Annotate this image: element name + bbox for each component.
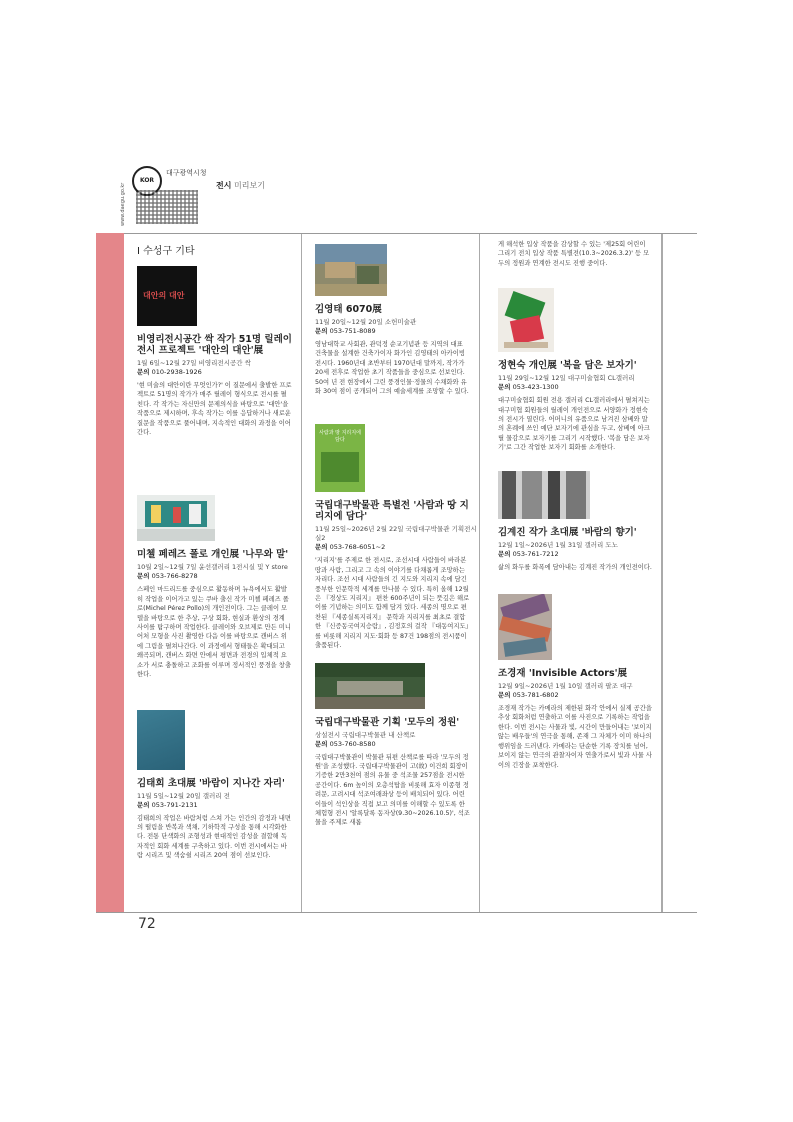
exhibition-dates: 10월 2일~12월 7일 윤선갤러리 1전시실 및 Y store (137, 563, 288, 572)
city-logo: KOR (132, 166, 162, 196)
contact-line (498, 691, 661, 700)
exhibition-title: 김태희 초대展 '바람이 지나간 자리' (137, 777, 285, 789)
contact-phone: 010-2938-1926 (151, 368, 202, 376)
contact-label: 문의 (498, 549, 511, 558)
exhibition-poster (315, 424, 365, 492)
contact-phone: 053-768-6051~2 (329, 543, 386, 552)
artwork-thumbnail-7 (498, 471, 590, 519)
contact-line (315, 327, 479, 336)
contact-line (498, 383, 661, 392)
contact-phone: 053-751-8089 (329, 327, 376, 335)
exhibition-description: 삶의 화두를 화폭에 담아내는 김계진 작가의 개인전이다. (498, 563, 652, 571)
section-heading-bold: 전시 (216, 181, 232, 190)
exhibition-title: 정현숙 개인展 '복을 담은 보자기' (498, 360, 637, 372)
column-2 (302, 234, 480, 912)
artwork-thumbnail-4 (315, 244, 387, 296)
exhibition-description: '지리지'를 주제로 한 전시로, 조선시대 사람들이 바라본 땅과 사람, 그리고 그 속의 이야기를 다채롭게 조망하는 자리다. 조선 시대 사람들의 긴 지도와 지리지 속에 담긴 풍부한 인문학적 세계를 만나볼 수 있다. 특히 올해 12월은 『경상도 지리지』 편찬 600주년이 되는 뜻깊은 해로 이를 기념하는 의미도 함께 담겨 있다. 세종의 명으로 편찬된 『세종실록지리지』 문학과 지리지를 최초로 결합한 『신증동국여지승람』, 김정호의 걸작 『대동여지도』를 비롯해 지리지 지도·회화 등 87건 198점의 전시품이 출품된다. (315, 557, 470, 650)
contact-line (137, 572, 301, 581)
exhibition-dates: 11월 29일~12월 12일 대구미술협회 CL갤러리 (498, 374, 635, 383)
contact-label: 문의 (315, 543, 328, 552)
exhibition-title: 김영태 6070展 (315, 304, 382, 315)
exhibition-dates: 1월 6일~12월 27일 비영리전시공간 싹 (137, 359, 251, 367)
exhibition-title: 김계진 작가 초대展 '바람의 향기' (498, 526, 637, 538)
exhibition-description: 스페인 마드리드를 중심으로 활동하며 뉴욕에서도 활발히 작업을 이어가고 있는 쿠바 출신 작가 미첼 페레즈 폴로(Michel Pérez Pollo)의 개인전이다. 그는 클레이 모델을 바탕으로 한 추상, 구상 회화, 현실과 환상의 경계 사이를 탐구하며 작업한다. 클레이와 오브제로 만든 미니어처 모형을 사진 촬영한 다음 이를 바탕으로 캔버스 위에 그림을 펼쳐나간다. 이 과정에서 형태들은 확대되고 왜곡되며, 캔버스 화면 안에서 평면과 전경의 입체적 요소가 서로 충돌하고 조화를 이루며 정서적인 풍경을 창출한다. (137, 586, 291, 679)
exhibition-description: 영남대학교 사회관, 관덕정 순교기념관 등 지역의 대표 건축물을 설계한 건축가이자 화가인 김영태의 아카이빙 전시다. 1960년대 초반부터 1970년대 말까지, 작가가 20세 전후로 작업한 초기 작품들을 중심으로 선보인다. 50여 년 전 현장에서 그린 풍경인물·정물의 수채화와 유화 30여 점이 공개되어 그의 예술세계를 조망할 수 있다. (315, 341, 469, 396)
contact-line (315, 740, 479, 749)
column-1 (124, 234, 302, 912)
exhibition-title: 미첼 페레즈 폴로 개인展 '나무와 말' (137, 549, 289, 561)
qr-code-icon (136, 190, 198, 224)
thumbnail-caption: 대안의 대안 (143, 291, 185, 300)
contact-line (137, 368, 301, 377)
contact-line (137, 801, 301, 810)
contact-line (498, 550, 661, 559)
exhibition-description: 국립대구박물관이 박물관 뒤편 산책로를 따라 '모두의 정원'을 조성했다. 국립대구박물관이 고(故) 이건희 회장이 기증한 2만3천여 점의 유물 중 석조물 257점을 전시한 공간이다. 6m 높이의 오층석탑을 비롯해 효자 이종형 정려문, 고려시대 석조여래좌상 등이 배치되어 있다. 어린이들이 석인상을 직접 보고 의미를 이해할 수 있도록 한 체험형 전시 '알록달록 동자상(9.30~2026.10.5)', 석조물을 주제로 새롭 (315, 753, 470, 827)
district-label: I 수성구 기타 (137, 246, 195, 257)
contact-label: 문의 (137, 368, 150, 376)
artwork-thumbnail-3 (137, 710, 185, 770)
exhibition-title: 비영리전시공간 싹 작가 51명 릴레이 전시 프로젝트 '대안의 대안'展 (137, 334, 292, 356)
exhibition-description: 조경재 작가는 카메라의 제한된 화각 안에서 실제 공간을 추상 회화처럼 연출하고 이를 사진으로 기록하는 작업을 한다. 이번 전시는 사물과 빛, 시간이 만들어내는 '보이지 않는 배우들'의 연극을 통해, 존재 그 자체가 이미 하나의 행위임을 드러낸다. 카메라는 단순한 기록 장치를 넘어, 보이지 않는 연극의 관찰자이자 연출가로서 빛과 사물 사이의 긴장을 포착한다. (498, 705, 652, 769)
contact-phone: 053-760-8580 (329, 739, 376, 748)
continued-text: 게 해석한 입상 작품을 감상할 수 있는 '제25회 어린이 그리기 전치 입상 작품 특별전(10.3~2026.3.2)' 등 모두의 정원과 연계한 전시도 진행 중이다. (498, 241, 650, 267)
exhibition-description: 대구미술협회 회원 전용 갤러리 CL갤러리에서 펼쳐지는 대구미협 회원들의 릴레이 개인전으로 서양화가 정현숙의 전시가 열린다. 어머니의 유품으로 남겨진 삼베와 말의 혼례에 쓰인 예단 보자기에 관심을 두고, 삼베에 아크릴 물감으로 보자기를 그리기 시작했다. '복을 담은 보자기'로 그간 작업한 보자기 회화를 소개한다. (498, 397, 650, 452)
exhibition-description: 김태희의 작업은 바람처럼 스쳐 가는 인간의 감정과 내면의 떨림을 반복과 색채, 기하학적 구성을 통해 시각화한다. 전통 단색화의 조형성과 현대적인 감성을 결합해 독자적인 회화 세계를 구축하고 있다. 이번 전시에서는 바람 시리즈 및 색숨쉴 시리즈 20여 점이 선보인다. (137, 814, 291, 860)
contact-label: 문의 (315, 327, 328, 335)
page-header (118, 160, 265, 226)
bottom-rule (96, 912, 697, 913)
exhibition-dates: 12월 9일~2026년 1월 10일 갤러리 팔조 대구 (498, 682, 633, 691)
exhibition-title: 국립대구박물관 특별전 '사람과 땅 지리지에 담다' (315, 500, 469, 523)
exhibition-dates: 11월 20일~12월 20일 소헌미술관 (315, 318, 417, 326)
contact-label: 문의 (137, 800, 150, 809)
artwork-thumbnail-5 (315, 663, 425, 709)
artwork-thumbnail-1 (137, 266, 197, 326)
right-rule (662, 234, 663, 912)
exhibition-description: '현 미술의 대안이란 무엇인가?' 이 질문에서 출발한 프로젝트로 51명의 작가가 매주 릴레이 형식으로 전시를 펼친다. 각 작가는 자신만의 문제의식을 바탕으로 '대안'을 작품으로 제시하며, 후속 작가는 이를 응답하거나 새로운 질문을 작품으로 풀어내며, 지속적인 대화의 과정을 이어간다. (137, 382, 292, 437)
contact-phone: 053-781-6802 (512, 691, 559, 700)
artwork-thumbnail-8 (498, 594, 552, 660)
city-name: 대구광역시청 (166, 169, 207, 177)
artwork-thumbnail-2 (137, 495, 215, 541)
artwork-thumbnail-6 (498, 288, 554, 352)
contact-phone: 053-766-8278 (151, 572, 198, 581)
page-number: 72 (138, 916, 156, 932)
contact-label: 문의 (498, 383, 511, 392)
contact-label: 문의 (137, 572, 150, 581)
exhibition-title: 국립대구박물관 기획 '모두의 정원' (315, 716, 460, 728)
contact-phone: 053-761-7212 (512, 549, 559, 558)
contact-label: 문의 (315, 739, 328, 748)
contact-line (315, 543, 479, 552)
section-heading-light: 미리보기 (234, 181, 265, 190)
contact-phone: 053-791-2131 (151, 800, 198, 809)
accent-bar (96, 233, 124, 913)
exhibition-title: 조경재 'Invisible Actors'展 (498, 668, 628, 680)
exhibition-dates: 12월 1일~2026년 1월 31일 갤러리 도노 (498, 540, 618, 549)
exhibition-dates: 11월 5일~12월 20일 갤러리 전 (137, 791, 230, 800)
poster-caption: 사람과 땅 지리지에 담다 (319, 430, 361, 444)
exhibition-dates: 11월 25일~2026년 2월 22일 국립대구박물관 기획전시실2 (315, 525, 477, 543)
exhibition-dates: 상설전시 국립대구박물관 내 산책로 (315, 730, 416, 739)
site-url: www.daegu.go.kr (120, 182, 126, 226)
contact-label: 문의 (498, 691, 511, 700)
section-heading (216, 180, 265, 191)
contact-phone: 053-423-1300 (512, 383, 559, 392)
column-3 (480, 234, 662, 912)
